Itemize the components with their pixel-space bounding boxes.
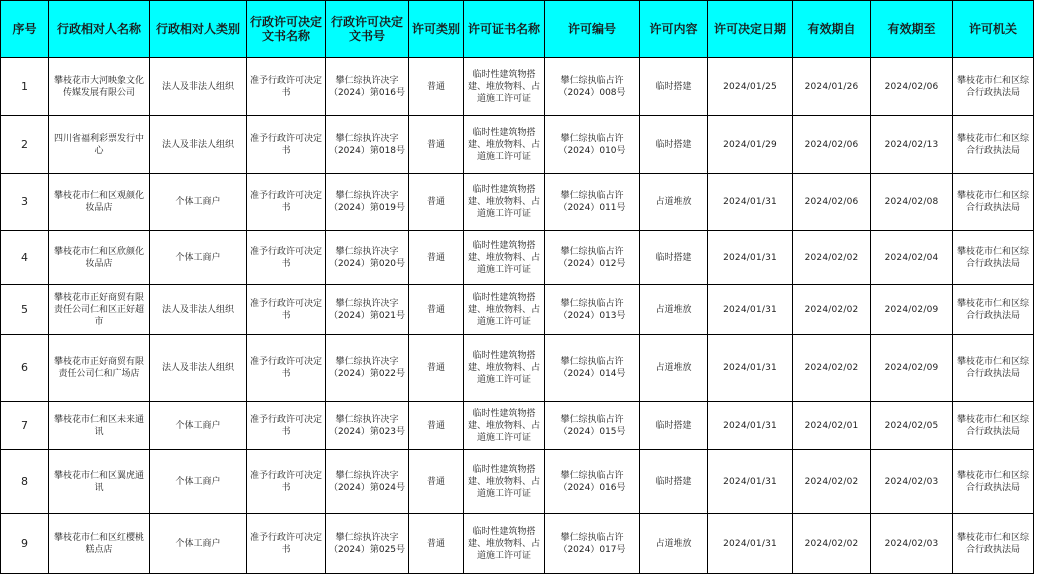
table-row [1,58,1034,116]
cell-doc-number: 攀仁综执许决字（2024）第023号 [326,402,409,450]
cell-permit-category: 普通 [409,116,464,174]
table-row [1,116,1034,174]
cell-valid-to: 2024/02/03 [871,514,953,574]
cell-certificate-name: 临时性建筑物搭建、堆放物料、占道施工许可证 [464,335,545,402]
table-row [1,450,1034,514]
cell-authority: 攀枝花市仁和区综合行政执法局 [953,514,1034,574]
cell-permit-number: 攀仁综执临占许（2024）013号 [545,285,640,335]
cell-doc-number: 攀仁综执许决字（2024）第016号 [326,58,409,116]
cell-decision-date: 2024/01/31 [708,450,793,514]
cell-doc-number: 攀仁综执许决字（2024）第022号 [326,335,409,402]
cell-decision-date: 2024/01/29 [708,116,793,174]
cell-valid-from: 2024/02/06 [793,116,871,174]
cell-party-name: 四川省福利彩票发行中心 [49,116,150,174]
cell-permit-category: 普通 [409,231,464,285]
cell-permit-content: 临时搭建 [640,116,708,174]
cell-authority: 攀枝花市仁和区综合行政执法局 [953,402,1034,450]
cell-authority: 攀枝花市仁和区综合行政执法局 [953,285,1034,335]
table-row [1,174,1034,231]
cell-index: 2 [1,116,49,174]
cell-permit-number: 攀仁综执临占许（2024）016号 [545,450,640,514]
cell-doc-name: 准予行政许可决定书 [247,514,326,574]
cell-party-type: 个体工商户 [150,450,247,514]
table-row [1,335,1034,402]
cell-valid-to: 2024/02/05 [871,402,953,450]
cell-party-type: 法人及非法人组织 [150,285,247,335]
col-header-permit-content: 许可内容 [640,1,708,58]
table-row [1,285,1034,335]
cell-doc-number: 攀仁综执许决字（2024）第018号 [326,116,409,174]
cell-permit-number: 攀仁综执临占许（2024）014号 [545,335,640,402]
col-header-party-name: 行政相对人名称 [49,1,150,58]
cell-party-type: 法人及非法人组织 [150,116,247,174]
cell-party-type: 法人及非法人组织 [150,58,247,116]
cell-doc-name: 准予行政许可决定书 [247,450,326,514]
cell-doc-number: 攀仁综执许决字（2024）第021号 [326,285,409,335]
cell-authority: 攀枝花市仁和区综合行政执法局 [953,116,1034,174]
col-header-doc-name: 行政许可决定文书名称 [247,1,326,58]
table-row [1,402,1034,450]
col-header-permit-number: 许可编号 [545,1,640,58]
cell-permit-category: 普通 [409,174,464,231]
col-header-authority: 许可机关 [953,1,1034,58]
cell-certificate-name: 临时性建筑物搭建、堆放物料、占道施工许可证 [464,58,545,116]
cell-authority: 攀枝花市仁和区综合行政执法局 [953,231,1034,285]
cell-valid-to: 2024/02/04 [871,231,953,285]
cell-doc-name: 准予行政许可决定书 [247,231,326,285]
table-body [1,58,1034,574]
cell-party-name: 攀枝花市仁和区翼虎通讯 [49,450,150,514]
cell-permit-number: 攀仁综执临占许（2024）015号 [545,402,640,450]
cell-valid-to: 2024/02/13 [871,116,953,174]
cell-permit-content: 占道堆放 [640,174,708,231]
cell-valid-to: 2024/02/09 [871,335,953,402]
cell-doc-name: 准予行政许可决定书 [247,335,326,402]
cell-party-type: 个体工商户 [150,402,247,450]
cell-index: 3 [1,174,49,231]
cell-certificate-name: 临时性建筑物搭建、堆放物料、占道施工许可证 [464,450,545,514]
header-row [1,1,1034,58]
cell-permit-category: 普通 [409,402,464,450]
cell-party-name: 攀枝花市正好商贸有限责任公司仁和广场店 [49,335,150,402]
cell-valid-from: 2024/02/02 [793,335,871,402]
cell-index: 6 [1,335,49,402]
cell-party-name: 攀枝花市正好商贸有限责任公司仁和区正好超市 [49,285,150,335]
cell-doc-number: 攀仁综执许决字（2024）第024号 [326,450,409,514]
cell-decision-date: 2024/01/31 [708,174,793,231]
cell-decision-date: 2024/01/31 [708,285,793,335]
cell-valid-to: 2024/02/06 [871,58,953,116]
cell-party-name: 攀枝花市仁和区欣颜化妆品店 [49,231,150,285]
cell-decision-date: 2024/01/31 [708,402,793,450]
cell-party-name: 攀枝花市仁和区红樱桃糕点店 [49,514,150,574]
cell-permit-content: 临时搭建 [640,231,708,285]
cell-index: 5 [1,285,49,335]
col-header-decision-date: 许可决定日期 [708,1,793,58]
cell-certificate-name: 临时性建筑物搭建、堆放物料、占道施工许可证 [464,231,545,285]
cell-index: 4 [1,231,49,285]
cell-decision-date: 2024/01/31 [708,231,793,285]
cell-certificate-name: 临时性建筑物搭建、堆放物料、占道施工许可证 [464,285,545,335]
cell-permit-number: 攀仁综执临占许（2024）008号 [545,58,640,116]
cell-party-name: 攀枝花市仁和区观颜化妆品店 [49,174,150,231]
cell-doc-name: 准予行政许可决定书 [247,285,326,335]
cell-index: 7 [1,402,49,450]
col-header-certificate-name: 许可证书名称 [464,1,545,58]
cell-valid-from: 2024/01/26 [793,58,871,116]
cell-party-type: 个体工商户 [150,174,247,231]
cell-index: 8 [1,450,49,514]
table-row [1,514,1034,574]
cell-authority: 攀枝花市仁和区综合行政执法局 [953,58,1034,116]
cell-index: 1 [1,58,49,116]
cell-permit-category: 普通 [409,335,464,402]
col-header-permit-category: 许可类别 [409,1,464,58]
col-header-party-type: 行政相对人类别 [150,1,247,58]
cell-certificate-name: 临时性建筑物搭建、堆放物料、占道施工许可证 [464,514,545,574]
cell-authority: 攀枝花市仁和区综合行政执法局 [953,450,1034,514]
cell-party-type: 个体工商户 [150,231,247,285]
cell-authority: 攀枝花市仁和区综合行政执法局 [953,335,1034,402]
cell-permit-content: 占道堆放 [640,514,708,574]
cell-index: 9 [1,514,49,574]
cell-party-name: 攀枝花市大河映象文化传媒发展有限公司 [49,58,150,116]
cell-party-type: 个体工商户 [150,514,247,574]
cell-doc-name: 准予行政许可决定书 [247,58,326,116]
cell-valid-from: 2024/02/02 [793,231,871,285]
col-header-doc-number: 行政许可决定文书号 [326,1,409,58]
cell-decision-date: 2024/01/31 [708,514,793,574]
cell-certificate-name: 临时性建筑物搭建、堆放物料、占道施工许可证 [464,116,545,174]
col-header-index: 序号 [1,1,49,58]
cell-valid-from: 2024/02/02 [793,450,871,514]
cell-valid-from: 2024/02/01 [793,402,871,450]
cell-permit-number: 攀仁综执临占许（2024）012号 [545,231,640,285]
cell-doc-name: 准予行政许可决定书 [247,116,326,174]
cell-permit-category: 普通 [409,58,464,116]
col-header-valid-from: 有效期自 [793,1,871,58]
col-header-valid-to: 有效期至 [871,1,953,58]
table-row [1,231,1034,285]
cell-permit-category: 普通 [409,514,464,574]
cell-permit-content: 占道堆放 [640,335,708,402]
cell-valid-from: 2024/02/02 [793,514,871,574]
cell-permit-category: 普通 [409,450,464,514]
cell-doc-name: 准予行政许可决定书 [247,174,326,231]
cell-certificate-name: 临时性建筑物搭建、堆放物料、占道施工许可证 [464,402,545,450]
cell-permit-number: 攀仁综执临占许（2024）017号 [545,514,640,574]
cell-valid-from: 2024/02/06 [793,174,871,231]
cell-doc-name: 准予行政许可决定书 [247,402,326,450]
cell-permit-number: 攀仁综执临占许（2024）011号 [545,174,640,231]
cell-permit-content: 临时搭建 [640,450,708,514]
cell-party-type: 法人及非法人组织 [150,335,247,402]
cell-permit-content: 占道堆放 [640,285,708,335]
cell-permit-category: 普通 [409,285,464,335]
cell-doc-number: 攀仁综执许决字（2024）第025号 [326,514,409,574]
cell-valid-to: 2024/02/08 [871,174,953,231]
cell-valid-to: 2024/02/03 [871,450,953,514]
cell-doc-number: 攀仁综执许决字（2024）第019号 [326,174,409,231]
cell-decision-date: 2024/01/31 [708,335,793,402]
cell-authority: 攀枝花市仁和区综合行政执法局 [953,174,1034,231]
cell-doc-number: 攀仁综执许决字（2024）第020号 [326,231,409,285]
cell-valid-from: 2024/02/02 [793,285,871,335]
cell-permit-content: 临时搭建 [640,402,708,450]
cell-party-name: 攀枝花市仁和区未来通讯 [49,402,150,450]
cell-valid-to: 2024/02/09 [871,285,953,335]
cell-permit-number: 攀仁综执临占许（2024）010号 [545,116,640,174]
cell-decision-date: 2024/01/25 [708,58,793,116]
cell-permit-content: 临时搭建 [640,58,708,116]
cell-certificate-name: 临时性建筑物搭建、堆放物料、占道施工许可证 [464,174,545,231]
